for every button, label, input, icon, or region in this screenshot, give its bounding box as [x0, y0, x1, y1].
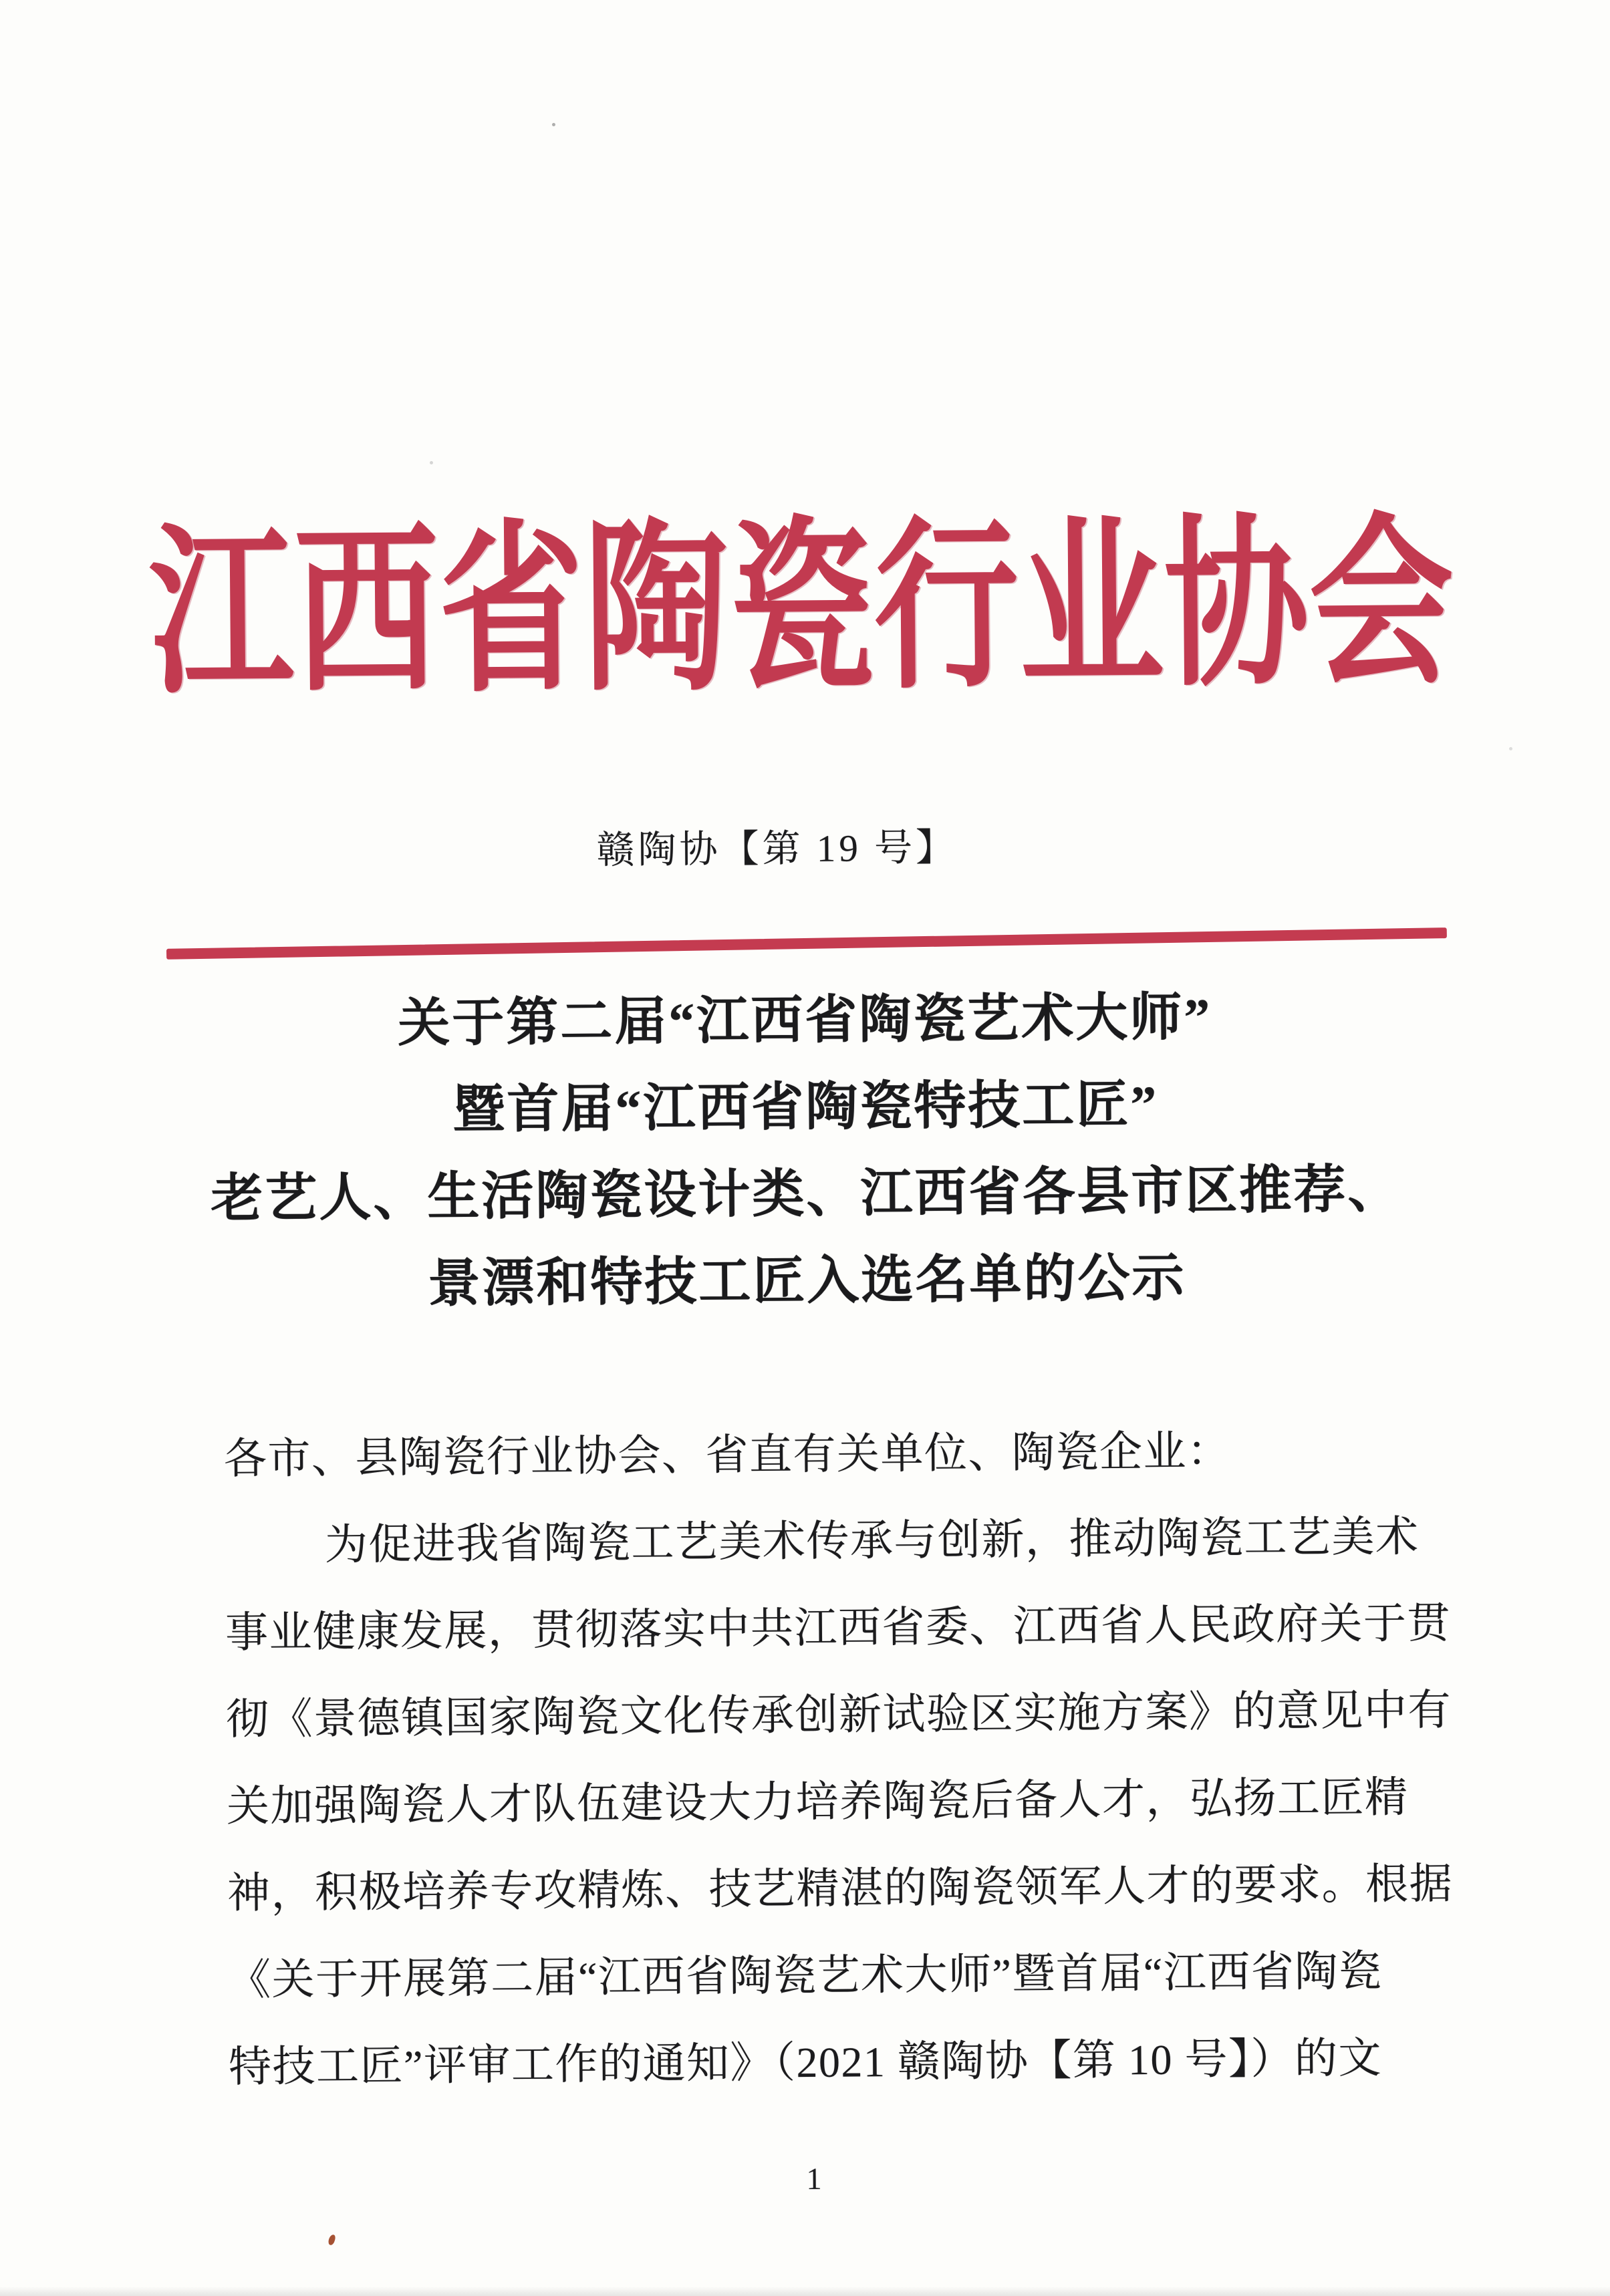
scan-speck: [552, 123, 555, 126]
scan-speck: [430, 461, 433, 464]
body-line-5: 神，积极培养专攻精炼、技艺精湛的陶瓷领军人才的要求。根据: [227, 1860, 1454, 1917]
body-line-1: 为促进我省陶瓷工艺美术传承与创新，推动陶瓷工艺美术: [324, 1512, 1420, 1569]
salutation-line: 各市、县陶瓷行业协会、省直有关单位、陶瓷企业：: [223, 1427, 1231, 1483]
body-paragraph: [224, 1493, 1454, 2111]
body-line-3: 彻《景德镇国家陶瓷文化传承创新试验区实施方案》的意见中有: [225, 1686, 1452, 1743]
scanner-edge-shadow: [0, 2287, 1610, 2296]
red-divider-rule: [166, 927, 1447, 960]
document-title-line-2: 暨首届“江西省陶瓷特技工匠”: [452, 1074, 1159, 1139]
document-title-line-1: 关于第二届“江西省陶瓷艺术大师”: [398, 988, 1212, 1052]
body-line-7: 特技工匠”评审工作的通知》（2021 赣陶协【第 10 号】）的文: [228, 2034, 1383, 2091]
document-title: [0, 971, 1610, 1331]
body-line-6: 《关于开展第二届“江西省陶瓷艺术大师”暨首届“江西省陶瓷: [227, 1947, 1383, 2004]
scan-speck: [1509, 747, 1512, 750]
organization-title: 江西省陶瓷行业协会: [148, 503, 1456, 716]
document-number: 赣陶协【第 19 号】: [596, 827, 958, 872]
page-number: 1: [806, 2161, 822, 2196]
document-title-line-4: 景漂和特技工匠入选名单的公示: [428, 1248, 1186, 1313]
body-line-4: 关加强陶瓷人才队伍建设大力培养陶瓷后备人才，弘扬工匠精: [226, 1773, 1409, 1830]
document-title-line-3: 老艺人、生活陶瓷设计类、江西省各县市区推荐、: [211, 1159, 1402, 1228]
body-line-2: 事业健康发展，贯彻落实中共江西省委、江西省人民政府关于贯: [225, 1599, 1452, 1657]
